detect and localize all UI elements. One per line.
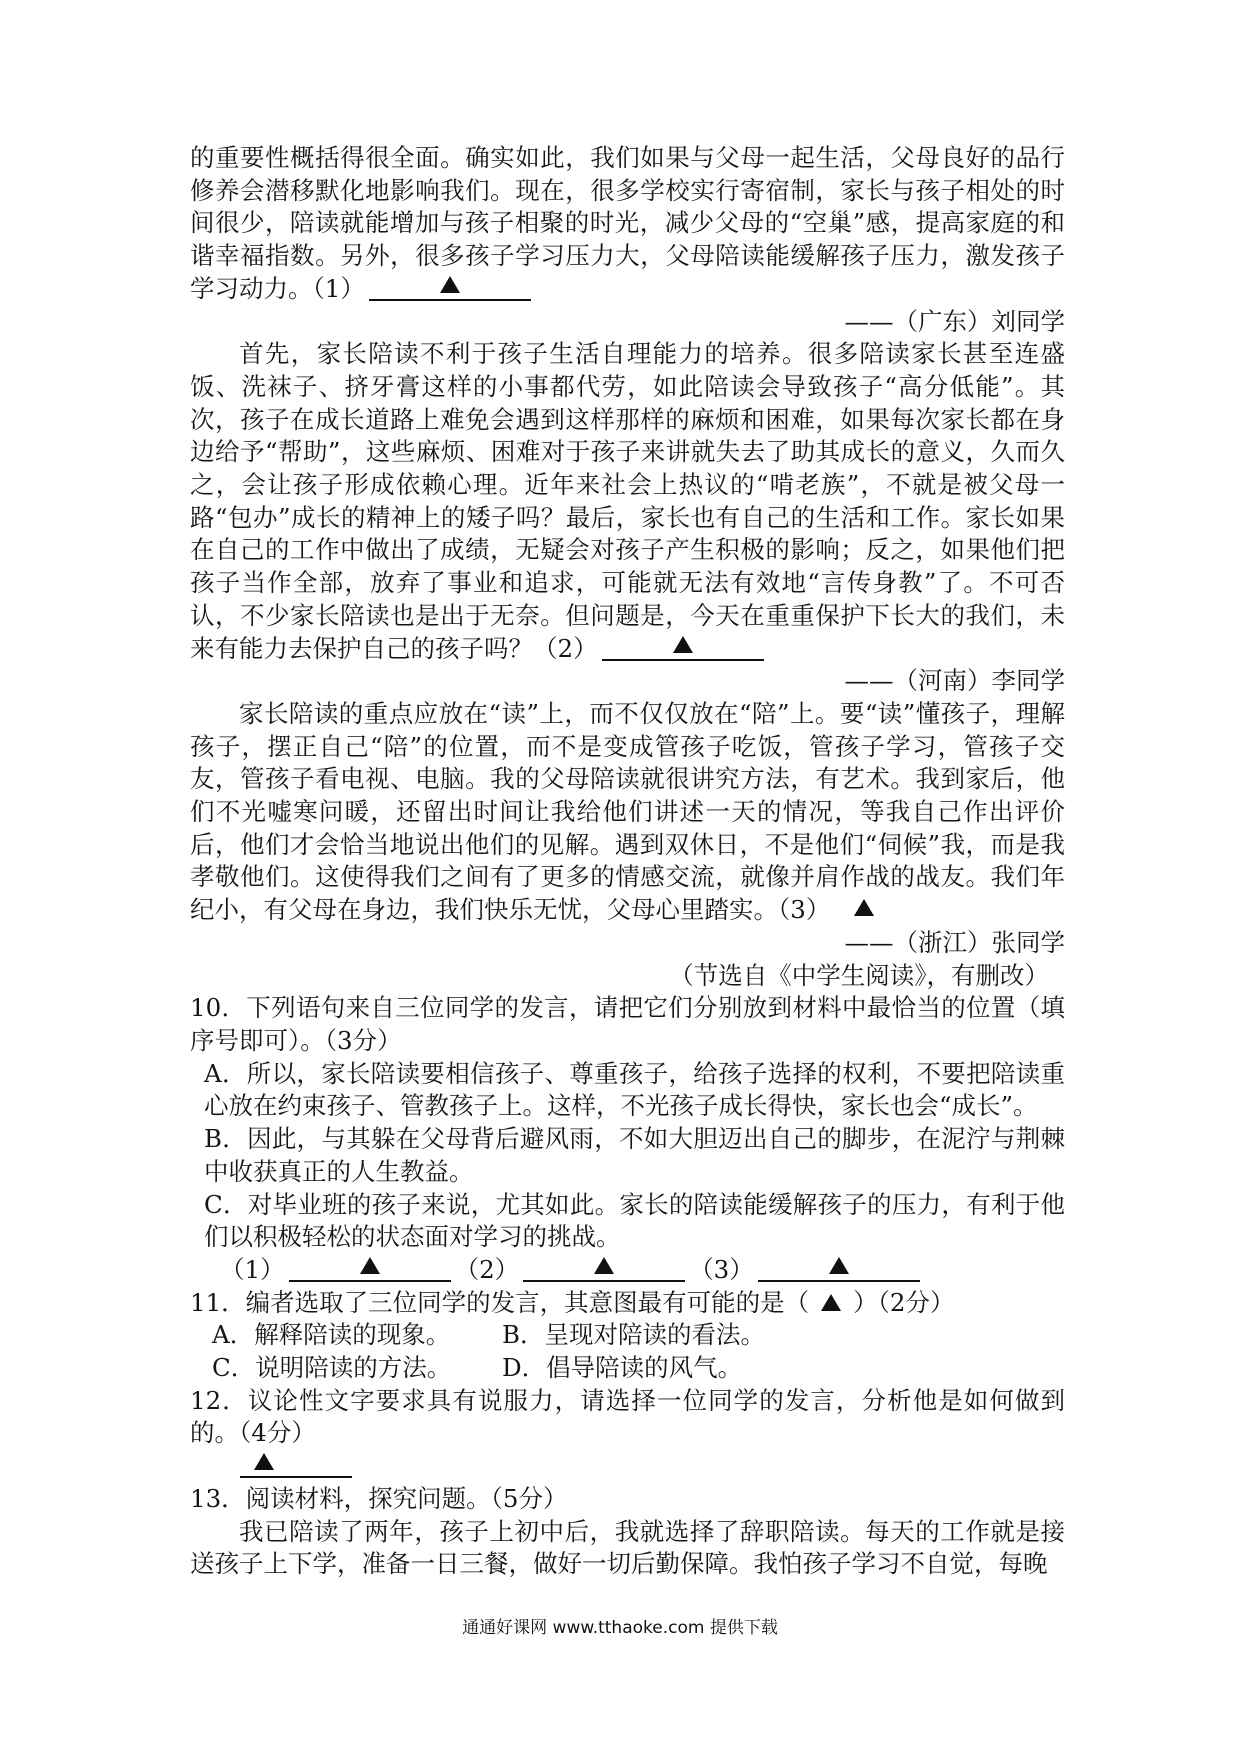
q11-option-b: B．呈现对陪读的看法。: [502, 1320, 766, 1350]
answer-blank-3[interactable]: [834, 896, 894, 922]
q11-option-d: D．倡导陪读的风气。: [502, 1353, 743, 1383]
passage-paragraph-1: [190, 142, 1065, 306]
triangle-icon: [594, 1257, 614, 1274]
q11-score: ）（2分）: [853, 1287, 955, 1317]
q11-option-c: C．说明陪读的方法。: [212, 1353, 452, 1383]
signature-zhejiang: ——（浙江）张同学: [844, 927, 1065, 957]
q11-prompt: 11．编者选取了三位同学的发言，其意图最有可能的是（: [190, 1287, 810, 1317]
q12-blank[interactable]: [240, 1450, 352, 1478]
q10-option-b: B．因此，与其躲在父母背后避风雨，不如大胆迈出自己的脚步，在泥泞与荆棘中收获真正的人生教益。: [204, 1124, 1065, 1186]
q13-material: 我已陪读了两年，孩子上初中后，我就选择了辞职陪读。每天的工作就是接送孩子上下学，准备一日三餐，做好一切后勤保障。我怕孩子学习不自觉，每晚: [190, 1516, 1065, 1579]
q10-option-c: C．对毕业班的孩子来说，尤其如此。家长的陪读能缓解孩子的压力，有利于他们以积极轻松的状态面对学习的挑战。: [204, 1189, 1065, 1252]
answer-blank-2[interactable]: [602, 633, 764, 661]
blank-marker-2: （2）: [533, 633, 598, 663]
passage-paragraph-3: [190, 698, 1065, 927]
q10-blank-2[interactable]: [523, 1254, 685, 1282]
triangle-icon: [440, 276, 460, 293]
paragraph-text: 家长陪读的重点应放在“读”上，而不仅仅放在“陪”上。要“读”懂孩子，理解孩子，摆正自己“陪”的位置，而不是变成管孩子吃饭，管孩子学习，管孩子交友，管孩子看电视、电脑。我的父母陪读就很讲究方法，有艺术。我到家后，他们不光嘘寒问暖，还留出时间让我给他们讲述一天的情况，等我自己作出评价后，他们才会恰当地说出他们的见解。遇到双休日，不是他们“伺候”我，而是我孝敬他们。这使得我们之间有了更多的情感交流，就像并肩作战的战友。我们年纪小，有父母在身边，我们快乐无忧，父母心里踏实。: [190, 698, 1065, 925]
q11-option-a: A．解释陪读的现象。: [212, 1320, 451, 1350]
q10-blank-3[interactable]: [758, 1254, 920, 1282]
paragraph-text: 的重要性概括得很全面。确实如此，我们如果与父母一起生活，父母良好的品行修养会潜移默化地影响我们。现在，很多学校实行寄宿制，家长与孩子相处的时间很少，陪读就能增加与孩子相聚的时光，减少父母的“空巢”感，提高家庭的和谐幸福指数。另外，很多孩子学习压力大，父母陪读能缓解孩子压力，激发孩子学习动力。: [190, 143, 1065, 303]
question-11: [190, 1287, 1065, 1320]
footer-watermark: 通通好课网 www.tthaoke.com 提供下载: [462, 1618, 778, 1638]
answer-label-1: （1）: [220, 1254, 285, 1284]
q12-answer-row: [190, 1450, 1065, 1483]
blank-marker-1: （1）: [312, 273, 365, 303]
question-10: 10．下列语句来自三位同学的发言，请把它们分别放到材料中最恰当的位置（填序号即可）。（3分）: [190, 993, 1065, 1055]
triangle-icon: [673, 636, 693, 653]
triangle-icon: [254, 1453, 274, 1470]
source-note: （节选自《中学生阅读》，有删改）: [669, 960, 1049, 990]
blank-marker-3: （3）: [778, 895, 831, 925]
signature-guangdong: ——（广东）刘同学: [844, 306, 1065, 336]
q10-answer-row: [190, 1254, 1065, 1287]
q10-blank-1[interactable]: [289, 1254, 451, 1282]
triangle-icon: [360, 1257, 380, 1274]
question-12: 12．议论性文字要求具有说服力，请选择一位同学的发言，分析他是如何做到的。（4分）: [190, 1385, 1065, 1448]
triangle-icon: [829, 1257, 849, 1274]
q11-options-row-2: [190, 1352, 1065, 1385]
paragraph-text: 首先，家长陪读不利于孩子生活自理能力的培养。很多陪读家长甚至连盛饭、洗袜子、挤牙膏这样的小事都代劳，如此陪读会导致孩子“高分低能”。其次，孩子在成长道路上难免会遇到这样那样的麻烦和困难，如果每次家长都在身边给予“帮助”，这些麻烦、困难对于孩子来讲就失去了助其成长的意义，久而久之，会让孩子形成依赖心理。近年来社会上热议的“啃老族”，不就是被父母一路“包办”成长的精神上的矮子吗？最后，家长也有自己的生活和工作。家长如果在自己的工作中做出了成绩，无疑会对孩子产生积极的影响；反之，如果他们把孩子当作全部，放弃了事业和追求，可能就无法有效地“言传身教”了。不可否认，不少家长陪读也是出于无奈。但问题是，今天在重重保护下长大的我们，未来有能力去保护自己的孩子吗？: [190, 339, 1065, 663]
answer-blank-1[interactable]: [369, 273, 531, 301]
question-13: 13．阅读材料，探究问题。（5分）: [190, 1483, 568, 1513]
passage-paragraph-2: [190, 338, 1065, 665]
triangle-icon: [854, 899, 874, 916]
q10-option-a: A．所以，家长陪读要相信孩子、尊重孩子，给孩子选择的权利，不要把陪读重心放在约束孩子、管教孩子上。这样，不光孩子成长得快，家长也会“成长”。: [204, 1058, 1065, 1121]
answer-label-2: （2）: [454, 1254, 520, 1284]
answer-label-3: （3）: [689, 1254, 754, 1284]
q11-options-row-1: [190, 1319, 1065, 1352]
triangle-icon[interactable]: [821, 1294, 841, 1311]
exam-page: [190, 142, 1065, 1581]
signature-henan: ——（河南）李同学: [844, 666, 1065, 696]
